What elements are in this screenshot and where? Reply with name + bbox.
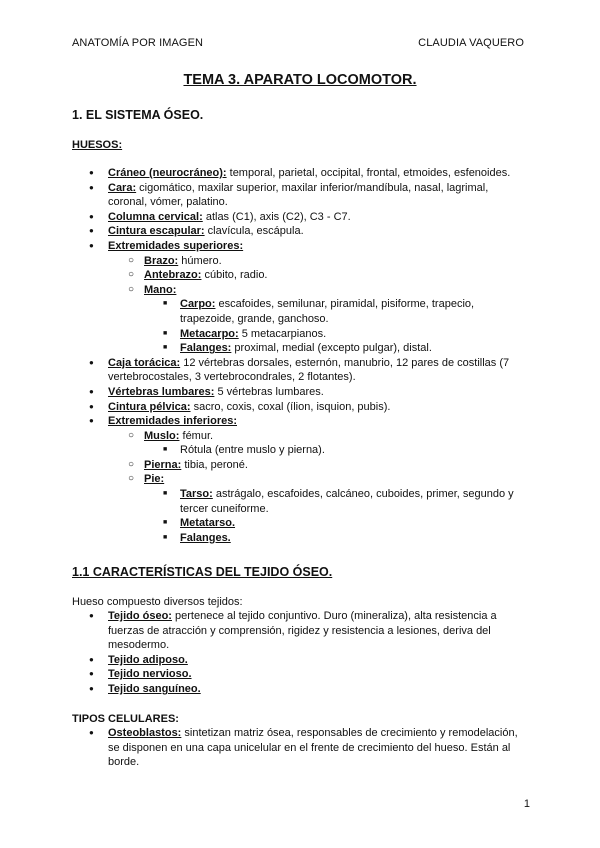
item-description: húmero. (178, 254, 222, 267)
item-description: temporal, parietal, occipital, frontal, etmoides, esfenoides. (226, 167, 511, 179)
item-term: Tejido nervioso. (108, 668, 192, 681)
list-item (72, 210, 528, 225)
list-item (72, 667, 528, 682)
item-description: astrágalo, escafoides, calcáneo, cuboides, primer, segundo y tercer cuneiforme. (180, 488, 514, 515)
subheading-huesos: HUESOS: (72, 139, 123, 151)
item-description: 12 vértebras dorsales, esternón, manubrio, 12 pares de costillas (7 vertebrocostales, 3 vertebrocondrales, 2 flotantes). (108, 356, 510, 384)
list-item (72, 385, 528, 400)
item-description: cigomático, maxilar superior, maxilar inferior/mandíbula, nasal, lagrimal, coronal, vómer, palatino. (108, 181, 489, 209)
item-term: Carpo: (180, 298, 216, 311)
list-item (72, 458, 528, 473)
item-term: Osteoblastos: (108, 727, 182, 739)
list-item (72, 429, 528, 444)
item-term: Tarso: (180, 488, 213, 501)
list-item (72, 283, 528, 298)
item-description: atlas (C1), axis (C2), C3 - C7. (202, 210, 351, 223)
list-item (72, 400, 528, 415)
item-description: pertenece al tejido conjuntivo. Duro (mineraliza), alta resistencia a fuerzas de atracción y comprensión, rigidez y resistencia a lesiones, deriva del mesodermo. (108, 610, 497, 652)
item-term: Tejido sanguíneo. (108, 682, 201, 695)
list-item (72, 531, 528, 546)
item-description: escafoides, semilunar, piramidal, pisiforme, trapecio, trapezoide, grande, ganchoso. (180, 298, 475, 325)
list-item (72, 181, 528, 210)
list-item (72, 414, 528, 429)
page-number: 1 (523, 798, 530, 810)
list-item (72, 254, 528, 269)
item-term: Pierna: (144, 458, 182, 471)
list-item (72, 239, 528, 254)
item-term: Antebrazo: (144, 269, 202, 282)
tissues-list (72, 609, 528, 697)
list-item (72, 327, 528, 342)
item-term: Vértebras lumbares: (108, 385, 215, 398)
item-term: Pie: (144, 473, 165, 486)
item-term: Metacarpo: (180, 327, 239, 340)
item-description: 5 vértebras lumbares. (214, 385, 324, 398)
item-description: fémur. (179, 429, 214, 442)
list-item (72, 487, 528, 516)
item-term: Tejido adiposo. (108, 653, 188, 666)
item-description: tibia, peroné. (181, 458, 248, 471)
item-term: Extremidades superiores: (108, 239, 244, 252)
item-term: Extremidades inferiores: (108, 415, 237, 428)
header-left: ANATOMÍA POR IMAGEN (72, 37, 204, 49)
item-term: Metatarso. (180, 517, 236, 530)
subheading-tipos-celulares: TIPOS CELULARES: (72, 713, 179, 725)
list-item (72, 472, 528, 487)
item-term: Cintura pélvica: (108, 400, 191, 413)
list-item (72, 297, 528, 326)
list-item (72, 443, 528, 458)
item-description: sacro, coxis, coxal (ílion, isquion, pubis). (190, 400, 391, 413)
item-description: Rótula (entre muslo y pierna). (180, 444, 325, 457)
item-description: 5 metacarpianos. (238, 327, 327, 340)
item-description: proximal, medial (excepto pulgar), distal. (231, 342, 432, 355)
item-term: Falanges: (180, 342, 232, 355)
item-term: Mano: (144, 283, 177, 296)
item-term: Tejido óseo: (108, 610, 172, 622)
item-term: Muslo: (144, 429, 180, 442)
item-description: cúbito, radio. (201, 269, 268, 282)
section-heading-tejido-oseo: 1.1 CARACTERÍSTICAS DEL TEJIDO ÓSEO. (72, 565, 333, 579)
list-item (72, 166, 528, 181)
list-item (72, 516, 528, 531)
list-item (72, 609, 528, 653)
section-heading-sistema-oseo: 1. EL SISTEMA ÓSEO. (72, 108, 204, 122)
item-term: Cráneo (neurocráneo): (108, 167, 227, 179)
list-item (72, 341, 528, 356)
list-item (72, 726, 528, 770)
item-description: sintetizan matriz ósea, responsables de crecimiento y remodelación, se disponen en una capa unicelular en el frente de crecimiento del hueso. Están al borde. (108, 727, 518, 769)
item-term: Columna cervical: (108, 210, 203, 223)
list-item (72, 356, 528, 385)
list-item (72, 682, 528, 697)
item-description: clavícula, escápula. (204, 225, 304, 238)
item-term: Brazo: (144, 254, 179, 267)
header-right: CLAUDIA VAQUERO (418, 37, 524, 49)
cell-types-list (72, 726, 528, 770)
list-item (72, 224, 528, 239)
list-item (72, 653, 528, 668)
page-title: TEMA 3. APARATO LOCOMOTOR. (183, 72, 417, 88)
item-term: Cara: (108, 181, 137, 194)
intro-text: Hueso compuesto diversos tejidos: (72, 596, 243, 608)
item-term: Caja torácica: (108, 356, 181, 369)
bones-list (72, 166, 528, 545)
item-term: Cintura escapular: (108, 225, 205, 238)
list-item (72, 268, 528, 283)
item-term: Falanges. (180, 531, 231, 544)
